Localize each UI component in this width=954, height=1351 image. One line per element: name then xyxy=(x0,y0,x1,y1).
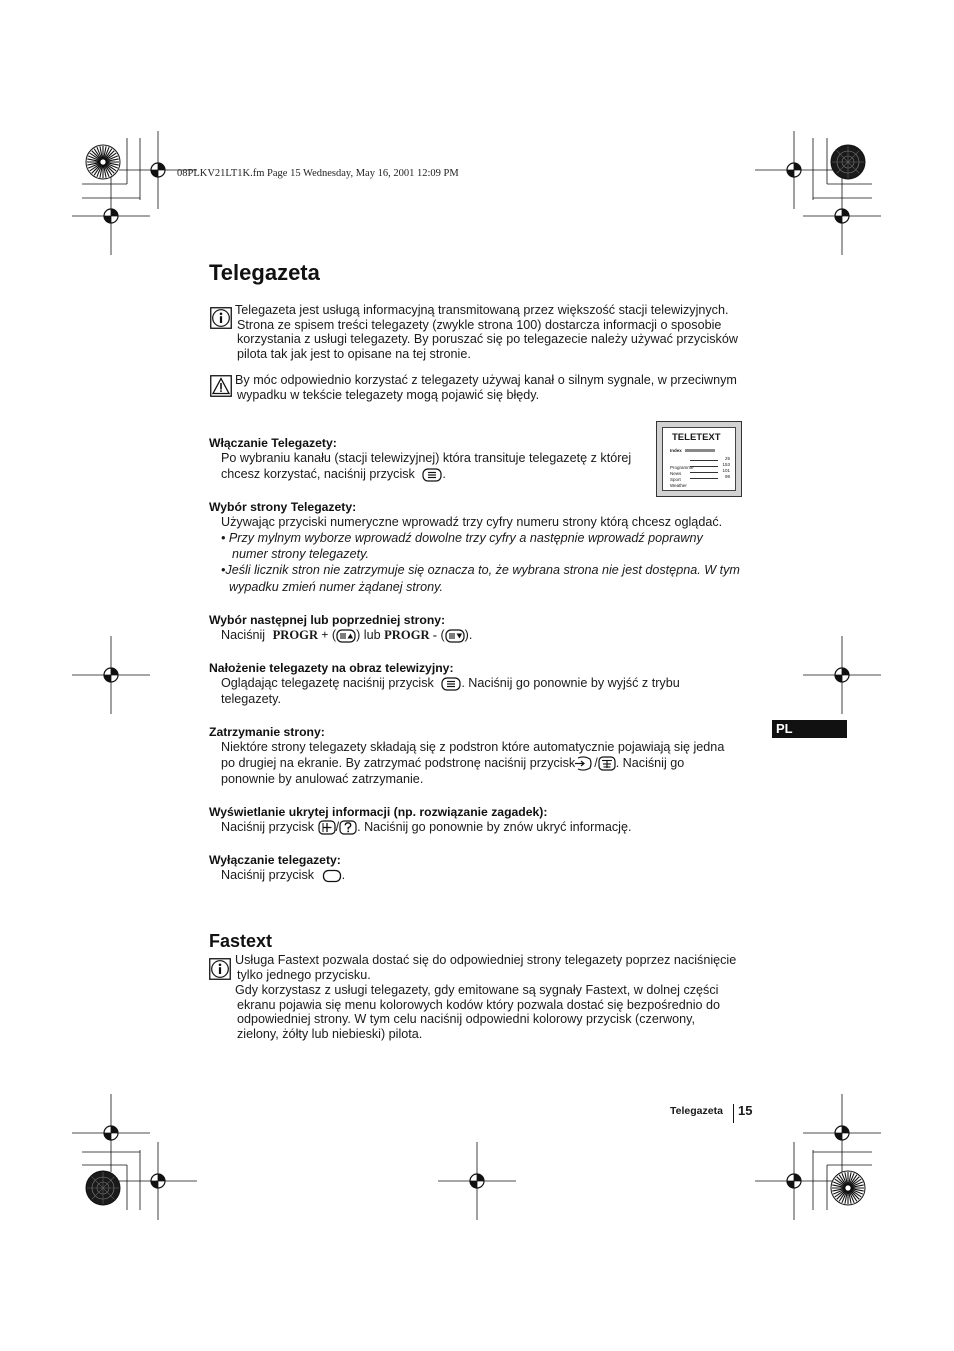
teletext-screen-inner xyxy=(662,427,736,491)
hold-slash: / xyxy=(594,756,598,770)
fastext-line: ekranu pojawia się menu kolorowych kodów który pozwala dostać się bezpośrednio do xyxy=(237,997,721,1012)
section-heading-on: Włączanie Telegazety: xyxy=(209,436,337,450)
section-hold-line: Niektóre strony telegazety składają się z podstron które automatycznie pojawiają się jedna xyxy=(221,740,725,754)
info-note-line: Strona ze spisem treści telegazety (zwykle strona 100) dostarcza informacji o sposobie xyxy=(237,317,722,332)
paren-open: ( xyxy=(440,628,445,642)
teletext-row xyxy=(670,474,730,488)
off-text-a: Naciśnij przycisk xyxy=(221,868,315,882)
teletext-row-page: 98 xyxy=(724,474,730,479)
teletext-screen-index xyxy=(670,448,682,453)
progr-minus-label: PROGR - xyxy=(384,628,437,642)
info-note-line: pilota tak jak jest to opisane na tej stronie. xyxy=(237,346,471,361)
fastext-line: tylko jednego przycisku. xyxy=(237,967,371,982)
teletext-rows xyxy=(670,456,730,488)
hold-icon xyxy=(575,756,594,771)
question-icon xyxy=(339,820,357,835)
overlay-text-b: . Naciśnij go ponownie by wyjść z trybu xyxy=(461,676,680,690)
section-heading-page-select: Wybór strony Telegazety: xyxy=(209,500,357,514)
language-tab: PL xyxy=(772,720,847,738)
hold-text-b: . Naciśnij go xyxy=(615,756,685,770)
section-overlay-line xyxy=(221,676,680,691)
warning-icon xyxy=(210,375,232,397)
section-heading-off: Wyłączanie telegazety: xyxy=(209,853,341,867)
info-note xyxy=(235,303,738,361)
teletext-row-label: News xyxy=(670,471,682,476)
reveal-icon xyxy=(318,820,336,835)
section-heading-overlay: Nałożenie telegazety na obraz telewizyjny: xyxy=(209,661,454,675)
teletext-row-page: 25 xyxy=(724,456,730,461)
teletext-row-label: Weather xyxy=(670,483,687,488)
teletext-row-page: 101 xyxy=(722,468,730,473)
section-next-prev-line xyxy=(221,628,472,643)
overlay-text-a: Oglądając telegazetę naciśnij przycisk xyxy=(221,676,434,690)
off-text-b: . xyxy=(341,868,346,882)
section-hold-line xyxy=(221,756,684,771)
section-page-select-bullet: wypadku zmień numer żądanej strony. xyxy=(229,580,443,594)
teletext-index-label: Index xyxy=(670,448,682,453)
section-hold-line: ponownie by anulować zatrzymanie. xyxy=(221,772,424,786)
section-page-select-bullet: •Jeśli licznik stron nie zatrzymuje się oznacza to, że wybrana strona nie jest dostępna. W tym xyxy=(221,563,740,577)
section-on-line xyxy=(221,467,446,482)
hold-text-a: po drugiej na ekranie. By zatrzymać podstronę naciśnij przycisk xyxy=(221,756,576,770)
warning-note-line: By móc odpowiednio korzystać z telegazety używaj kanał o silnym sygnale, w przeciwnym xyxy=(235,373,737,387)
fastext-line: Usługa Fastext pozwala dostać się do odpowiedniej strony telegazety poprzez naciśnięcie xyxy=(235,953,737,967)
section-overlay-line: telegazety. xyxy=(221,692,281,706)
footer-section-label: Telegazeta xyxy=(670,1105,723,1117)
subpage-hold-icon xyxy=(598,756,616,771)
section-on-line: Po wybraniu kanału (stacji telewizyjnej) która transituje telegazetę z której xyxy=(221,451,632,465)
section-heading-reveal: Wyświetlanie ukrytej informacji (np. rozwiązanie zagadek): xyxy=(209,805,548,819)
section-page-select-bullet: • Przy mylnym wyborze wprowadź dowolne trzy cyfry a następnie wprowadź poprawny xyxy=(221,531,703,545)
footer-divider xyxy=(733,1104,734,1123)
section-reveal-line xyxy=(221,820,631,835)
warning-note xyxy=(235,373,737,402)
fastext-line: odpowiedniej strony. W tym celu naciśnij odpowiedni kolorowy przycisk (czerwony, xyxy=(237,1012,695,1027)
section-on-text: chcesz korzystać, naciśnij przycisk xyxy=(221,467,415,481)
page-up-icon xyxy=(336,629,356,643)
paren-open: ( xyxy=(331,628,337,642)
info-note-line: Telegazeta jest usługą informacyjną transmitowaną przez większość stacji telewizyjnych. xyxy=(235,303,729,317)
reveal-text-a: Naciśnij przycisk xyxy=(221,820,315,834)
teletext-row-label: Sport xyxy=(670,477,681,482)
page-title: Telegazeta xyxy=(209,260,320,285)
teletext-button-icon xyxy=(422,468,442,482)
info-note-line: korzystania z usługi telegazety. By poruszać się po telegazecie należy używać przycisków xyxy=(237,332,738,347)
teletext-screen-illustration xyxy=(656,421,742,497)
reveal-text-b: . Naciśnij go ponownie by znów ukryć informację. xyxy=(357,820,632,834)
info-icon xyxy=(209,958,231,980)
fastext-note xyxy=(235,953,736,1042)
section-on-text-end: . xyxy=(442,467,446,481)
paren-close-end: ). xyxy=(464,628,473,642)
section-page-select-line: Używając przyciski numeryczne wprowadź trzy cyfry numeru strony którą chcesz oglądać. xyxy=(221,515,723,529)
page-down-icon xyxy=(445,629,465,643)
page-number: 15 xyxy=(738,1103,753,1118)
section-heading-hold: Zatrzymanie strony: xyxy=(209,725,325,739)
paren-close-or: ) lub xyxy=(356,628,381,642)
progr-plus-label: PROGR + xyxy=(272,628,329,642)
section-page-select-bullet: numer strony telegazety. xyxy=(232,547,369,561)
section-heading-next-prev: Wybór następnej lub poprzedniej strony: xyxy=(209,613,446,627)
section-off-line xyxy=(221,868,345,883)
fastext-line: Gdy korzystasz z usługi telegazety, gdy emitowane są sygnały Fastext, w dolnej części xyxy=(235,983,719,998)
fastext-line: zielony, żółty lub niebieski) pilota. xyxy=(237,1026,423,1041)
warning-note-line: wypadku w tekście telegazety mogą pojawić się błędy. xyxy=(237,387,540,402)
teletext-button-icon xyxy=(441,677,461,691)
fastext-title: Fastext xyxy=(209,931,273,951)
teletext-screen-title: TELETEXT xyxy=(672,432,721,443)
reveal-slash: / xyxy=(335,820,340,834)
info-icon xyxy=(210,307,232,329)
teletext-row-label: Programme xyxy=(670,465,694,470)
tv-button-icon xyxy=(322,869,342,883)
teletext-row-page: 153 xyxy=(722,462,730,467)
teletext-index-bar xyxy=(685,449,715,452)
next-prev-press: Naciśnij xyxy=(221,628,266,642)
print-header: 08PLKV21LT1K.fm Page 15 Wednesday, May 16, 2001 12:09 PM xyxy=(177,168,459,179)
